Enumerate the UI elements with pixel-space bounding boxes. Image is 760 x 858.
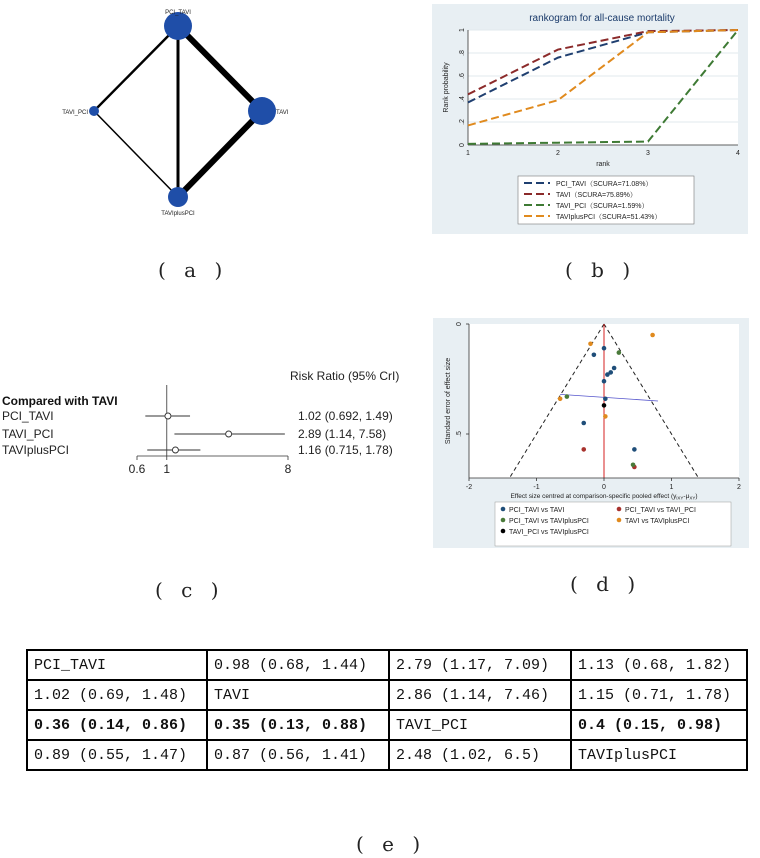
point-estimate <box>226 431 232 437</box>
x-axis-label: rank <box>596 161 610 168</box>
x-axis-label: Effect size centred at comparison-specific pooled effect $(y_{iXY}-\mu_{XY})$ <box>510 493 698 501</box>
legend-entry: PCI_TAVI vs TAVI <box>509 507 565 514</box>
data-point <box>603 397 608 402</box>
x-tick-label: -2 <box>465 484 473 491</box>
network-edge <box>178 111 262 197</box>
x-tick-label: 2 <box>737 484 741 491</box>
table-row <box>27 680 747 710</box>
table-cell: 0.98 (0.68, 1.44) <box>207 650 389 680</box>
table-cell: TAVI <box>207 680 389 710</box>
network-node <box>248 97 276 125</box>
network-node-label: TAVIplusPCI <box>161 211 195 217</box>
data-point <box>617 350 622 355</box>
y-tick-label: .2 <box>459 119 466 125</box>
caption-d: ( d ) <box>570 572 642 596</box>
network-plot <box>50 0 300 225</box>
caption-e: ( e ) <box>356 832 427 856</box>
x-tick-label: 8 <box>284 462 292 476</box>
table-cell: 1.13 (0.68, 1.82) <box>571 650 747 680</box>
forest-row-label: PCI_TAVI <box>2 409 54 423</box>
table-cell: 0.89 (0.55, 1.47) <box>27 740 207 770</box>
table-cell: 1.02 (0.69, 1.48) <box>27 680 207 710</box>
point-estimate <box>172 447 178 453</box>
legend-entry: PCI_TAVI vs TAVI_PCI <box>625 507 696 514</box>
forest-row-value: 2.89 (1.14, 7.58) <box>298 427 387 441</box>
data-point <box>632 447 637 452</box>
funnel-plot <box>433 318 749 548</box>
table-row <box>27 740 747 770</box>
x-tick-label: 1 <box>163 462 171 476</box>
table-row <box>27 650 747 680</box>
data-point <box>602 346 607 351</box>
caption-a: ( a ) <box>158 258 229 282</box>
caption-b: ( b ) <box>565 258 637 282</box>
legend-entry: TAVI（SCURA=75.89%） <box>556 192 637 199</box>
network-node <box>89 106 99 116</box>
table-cell: 0.87 (0.56, 1.41) <box>207 740 389 770</box>
table-row <box>27 710 747 740</box>
forest-header: Risk Ratio (95% CrI) <box>290 369 400 383</box>
data-point <box>602 403 607 408</box>
legend-entry: TAVI_PCI（SCURA=1.59%） <box>556 203 649 210</box>
data-point <box>581 421 586 426</box>
data-point <box>565 394 570 399</box>
y-axis-label: Standard error of effect size <box>445 357 452 445</box>
x-tick-label: 2 <box>556 150 560 157</box>
table-cell: 2.79 (1.17, 7.09) <box>389 650 571 680</box>
y-axis-label: Rank probability <box>443 62 450 113</box>
plot-area <box>468 30 738 145</box>
caption-c: ( c ) <box>155 578 225 602</box>
legend-swatch <box>617 507 622 512</box>
network-edge <box>94 26 178 111</box>
data-point <box>558 397 563 402</box>
network-node <box>168 187 188 207</box>
forest-row-value: 1.16 (0.715, 1.78) <box>298 443 393 457</box>
data-point <box>631 463 636 468</box>
y-tick-label: .4 <box>459 96 466 102</box>
table-cell: 2.86 (1.14, 7.46) <box>389 680 571 710</box>
chart-title: rankogram for all-cause mortality <box>529 13 675 24</box>
y-tick-label: 0 <box>456 322 463 326</box>
x-tick-label: 4 <box>736 150 740 157</box>
forest-row-label: TAVIplusPCI <box>2 443 69 457</box>
y-tick-label: 1 <box>459 28 466 32</box>
x-tick-label: -1 <box>533 484 540 491</box>
legend-entry: TAVI vs TAVIplusPCI <box>625 518 690 525</box>
network-edge <box>94 111 178 197</box>
data-point <box>581 447 586 452</box>
legend-swatch <box>501 518 506 523</box>
network-node-label: TAVI_PCI <box>62 110 88 116</box>
table-cell: 0.36 (0.14, 0.86) <box>27 710 207 740</box>
y-tick-label: .8 <box>459 50 466 56</box>
legend-swatch <box>501 507 506 512</box>
legend-entry: PCI_TAVI vs TAVIplusPCI <box>509 518 589 525</box>
network-node <box>164 12 192 40</box>
data-point <box>612 366 617 371</box>
data-point <box>650 333 655 338</box>
forest-subtitle: Compared with TAVI <box>2 394 118 408</box>
table-cell: 2.48 (1.02, 6.5) <box>389 740 571 770</box>
x-tick-label: 0.6 <box>128 462 146 476</box>
data-point <box>603 414 608 419</box>
y-tick-label: .6 <box>459 73 466 79</box>
table-cell: 0.4 (0.15, 0.98) <box>571 710 747 740</box>
x-tick-label: 1 <box>466 150 470 157</box>
forest-plot <box>0 360 420 490</box>
forest-row-value: 1.02 (0.692, 1.49) <box>298 409 393 423</box>
table-cell: TAVIplusPCI <box>571 740 747 770</box>
legend-swatch <box>501 529 506 534</box>
x-tick-label: 0 <box>602 484 606 491</box>
legend-entry: PCI_TAVI（SCURA=71.08%） <box>556 181 653 188</box>
legend-swatch <box>617 518 622 523</box>
forest-row-label: TAVI_PCI <box>2 427 54 441</box>
network-node-label: TAVI <box>276 110 289 116</box>
network-node-label: PCI_TAVI <box>165 10 191 16</box>
legend-entry: TAVIplusPCI（SCURA=51.43%） <box>556 214 662 221</box>
y-tick-label: 0 <box>459 143 466 147</box>
table-cell: 0.35 (0.13, 0.88) <box>207 710 389 740</box>
network-edge <box>178 26 262 111</box>
table-cell: TAVI_PCI <box>389 710 571 740</box>
table-cell: PCI_TAVI <box>27 650 207 680</box>
rankogram-chart <box>432 4 748 234</box>
league-table <box>26 649 748 771</box>
data-point <box>588 342 593 347</box>
table-cell: 1.15 (0.71, 1.78) <box>571 680 747 710</box>
data-point <box>602 379 607 384</box>
data-point <box>605 372 610 377</box>
data-point <box>592 353 597 358</box>
y-tick-label: .5 <box>456 431 463 437</box>
x-tick-label: 1 <box>669 484 674 491</box>
legend-entry: TAVI_PCI vs TAVIplusPCI <box>509 529 589 536</box>
point-estimate <box>165 413 171 419</box>
x-tick-label: 3 <box>646 150 650 157</box>
